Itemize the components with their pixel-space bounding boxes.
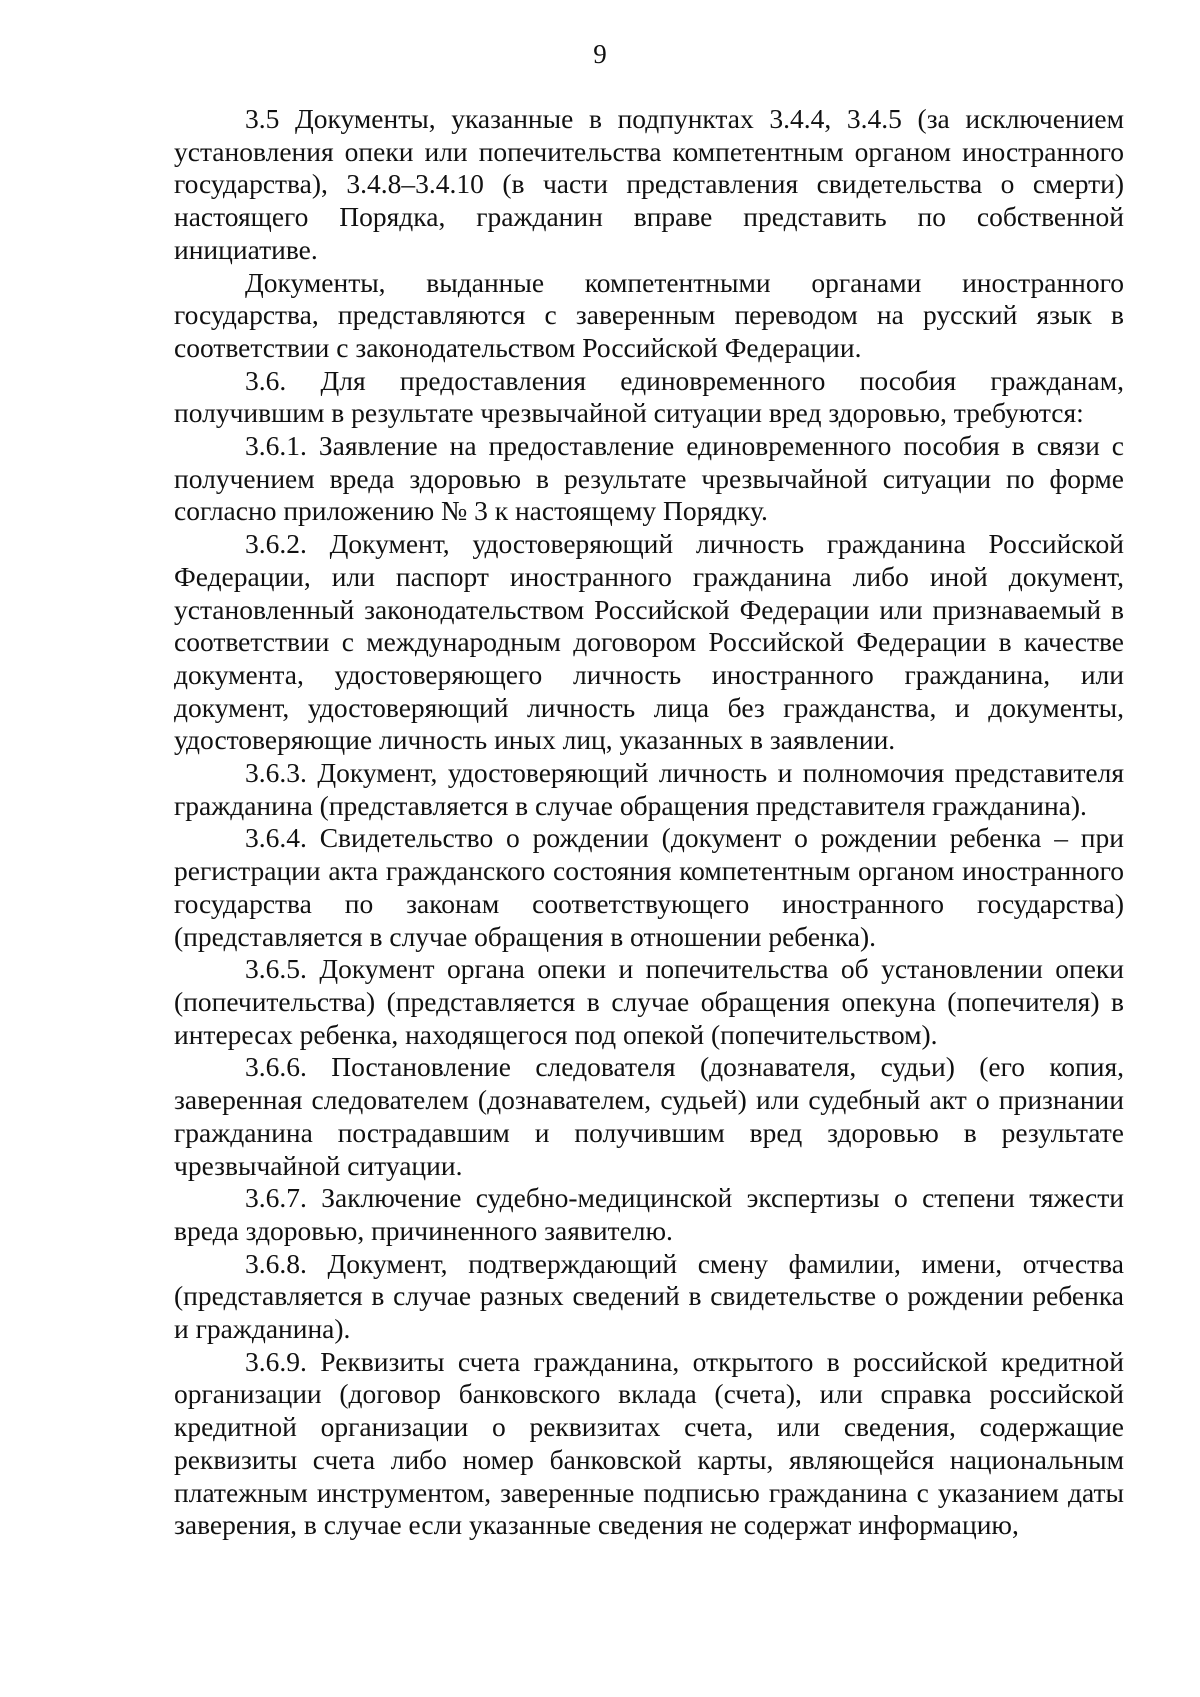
paragraph-3-6-3: 3.6.3. Документ, удостоверяющий личность и полномочия представителя гражданина (представляется в случае обращения представителя гражданина).: [174, 757, 1124, 821]
paragraph-3-6-4: 3.6.4. Свидетельство о рождении (документ о рождении ребенка – при регистрации акта гражданского состояния компетентным органом иностранного государства по законам соответствующего иностранного государства) (представляется в случае обращения в отношении ребенка).: [174, 822, 1124, 952]
paragraph-3-6-5: 3.6.5. Документ органа опеки и попечительства об установлении опеки (попечительства) (представляется в случае обращения опекуна (попечителя) в интересах ребенка, находящегося под опекой (попечительством).: [174, 953, 1124, 1050]
paragraph-3-5: 3.5 Документы, указанные в подпунктах 3.4.4, 3.4.5 (за исключением установления опеки или попечительства компетентным органом иностранного государства), 3.4.8–3.4.10 (в части представления свидетельства о смерти) настоящего Порядка, гражданин вправе представить по собственной инициативе.: [174, 103, 1124, 265]
page-number: 9: [593, 39, 607, 69]
paragraph-foreign-documents: Документы, выданные компетентными органами иностранного государства, представляются с заверенным переводом на русский язык в соответствии с законодательством Российской Федерации.: [174, 266, 1124, 363]
paragraph-3-6-7: 3.6.7. Заключение судебно-медицинской экспертизы о степени тяжести вреда здоровью, причиненного заявителю.: [174, 1182, 1124, 1246]
paragraph-3-6-9: 3.6.9. Реквизиты счета гражданина, открытого в российской кредитной организации (договор банковского вклада (счета), или справка российской кредитной организации о реквизитах счета, или сведения, содержащие реквизиты счета либо номер банковской карты, являющейся национальным платежным инструментом, заверенные подписью гражданина с указанием даты заверения, в случае если указанные сведения не содержат информацию,: [174, 1345, 1124, 1541]
paragraph-3-6: 3.6. Для предоставления единовременного пособия гражданам, получившим в результате чрезвычайной ситуации вред здоровью, требуются:: [174, 364, 1124, 429]
document-body: [174, 103, 1124, 1542]
paragraph-3-6-6: 3.6.6. Постановление следователя (дознавателя, судьи) (его копия, заверенная следователем (дознавателем, судьей) или судебный акт о признании гражданина пострадавшим и получившим вред здоровью в результате чрезвычайной ситуации.: [174, 1051, 1124, 1181]
paragraph-3-6-8: 3.6.8. Документ, подтверждающий смену фамилии, имени, отчества (представляется в случае разных сведений в свидетельстве о рождении ребенка и гражданина).: [174, 1247, 1124, 1345]
paragraph-3-6-2: 3.6.2. Документ, удостоверяющий личность гражданина Российской Федерации, или паспорт иностранного гражданина либо иной документ, установленный законодательством Российской Федерации или признаваемый в соответствии с международным договором Российской Федерации в качестве документа, удостоверяющего личность иностранного гражданина, или документ, удостоверяющий личность лица без гражданства, и документы, удостоверяющие личность иных лиц, указанных в заявлении.: [174, 528, 1124, 756]
paragraph-3-6-1: 3.6.1. Заявление на предоставление единовременного пособия в связи с получением вреда здоровью в результате чрезвычайной ситуации по форме согласно приложению № 3 к настоящему Порядку.: [174, 430, 1124, 527]
